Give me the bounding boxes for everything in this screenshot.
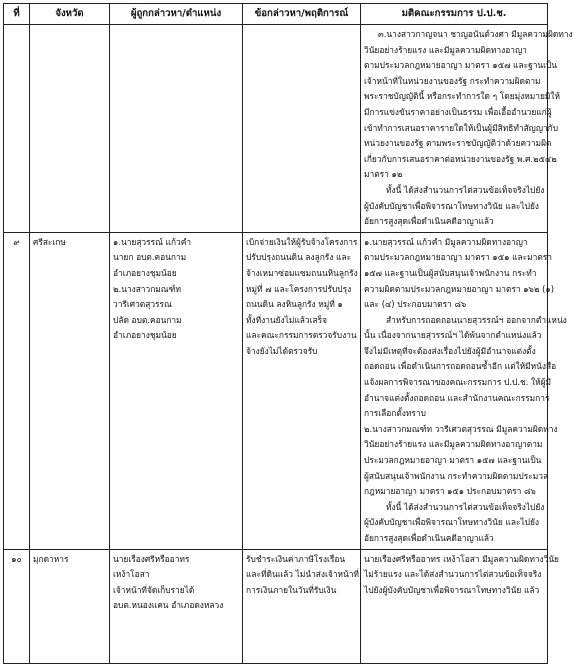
text-line: ถนนดิน ลงหินลูกรัง หมู่ที่ ๑: [246, 299, 343, 310]
text-line: และที่ดินแล้ว ไม่นำส่งเจ้าหน้าที่: [246, 569, 359, 580]
text-line: หน่วยงานของรัฐ ตามพระราชบัญญัติว่าด้วยความผิด: [364, 138, 552, 149]
text-line: ประมวลกฎหมายอาญา มาตรา ๑๕๗ และฐานเป็น: [364, 455, 542, 466]
text-line: ปลัด อบต.คอนกาม: [113, 314, 182, 325]
cell-province: ศรีสะเกษ: [30, 232, 110, 549]
resolution-table: [3, 3, 573, 664]
table-row: [4, 232, 548, 549]
text-line: ๒.นางสาวกมณฑ์ท วารีเศวตสุวรรณ มีมูลความผิดทาง: [364, 423, 558, 434]
text-line: พระราชบัญญัตินี้ หรือกระทำการใด ๆ โดยมุ่งหมายมิให้: [364, 91, 561, 102]
text-line: ผู้บังคับบัญชาเพื่อพิจารณาโทษทางวินัย และไปยัง: [364, 517, 539, 528]
cell-no: ๑๐: [4, 549, 30, 663]
cell-resolution: [361, 25, 573, 233]
text-line: แจ้งผลการพิจารณาของคณะกรรมการ ป.ป.ช. ให้ผู้มี: [364, 377, 552, 388]
text-line: อำเภอยางชุมน้อย: [113, 330, 177, 341]
text-line: ทั้งนี้ ได้ส่งสำนวนการไต่สวนข้อเท็จจริงไปยัง: [386, 501, 545, 512]
cell-accused: [110, 232, 243, 549]
text-line: อบต.หนองแคน อำเภอดงหลวง: [113, 600, 224, 611]
text-line: รับชำระเงินค่าภาษีโรงเรือน: [246, 553, 346, 564]
text-line: ถอดถอน เพื่อดำเนินการถอดถอนซ้ำอีก แต่ให้มีหนังสือ: [364, 361, 557, 372]
text-line: เกี่ยวกับการเสนอราคาต่อหน่วยงานของรัฐ พ.ศ.๒๕๔๒: [364, 153, 557, 164]
text-line: ตามประมวลกฎหมายอาญา มาตรา ๑๕๑ และมาตรา: [364, 252, 552, 263]
cell-resolution: [361, 549, 559, 663]
text-line: มาตรา ๑๒: [364, 169, 403, 180]
text-line: เจ้าหน้าที่ในหน่วยงานของรัฐ กระทำความผิดตาม: [364, 75, 541, 86]
text-line: นายเรืองศรีหรืออาทร เหง้าโอสา มีมูลความผิดทางวินัย: [364, 553, 559, 564]
text-line: ปรับปรุงถนนดิน ลงลูกรัง และ: [246, 252, 352, 263]
text-line: อำนาจแต่งตั้งถอดถอน และสำนักงานคณะกรรมการ: [364, 392, 550, 403]
text-line: เจ้าหน้าที่จัดเก็บรายได้: [113, 584, 195, 595]
text-line: การเลือกตั้งทราบ: [364, 408, 426, 419]
text-line: ๑.นายสุวรรณ์ แก้วคำ: [113, 236, 192, 247]
text-line: วินัยอย่างร้ายแรง และมีมูลความผิดทางอาญา: [364, 44, 527, 55]
text-line: นายเรืองศรีหรืออาทร: [113, 553, 190, 564]
text-line: ผู้บังคับบัญชาเพื่อพิจารณาโทษทางวินัย และไปยัง: [364, 200, 539, 211]
text-line: ไม่ร้ายแรง และได้ส่งสำนวนการไต่สวนข้อเท็จจริง: [364, 569, 542, 580]
text-line: ผู้สนับสนุนเจ้าพนักงาน กระทำความผิดตามประมวล: [364, 470, 549, 481]
text-line: ไปยังผู้บังคับบัญชาเพื่อพิจารณาโทษทางวินัย แล้ว: [364, 584, 540, 595]
text-line: และคณะกรรมการตรวจรับงาน: [246, 330, 357, 341]
text-line: เบิกจ่ายเงินให้ผู้รับจ้างโครงการ: [246, 236, 358, 247]
text-line: จ้างเหมาซ่อมแซมถนนหินลูกรัง: [246, 267, 358, 278]
header-allegation: ข้อกล่าวหา/พฤติการณ์: [243, 4, 361, 25]
text-line: อัยการสูงสุดเพื่อดำเนินคดีอาญาแล้ว: [364, 533, 494, 543]
table-row: [4, 549, 548, 663]
text-line: อัยการสูงสุดเพื่อดำเนินคดีอาญาแล้ว: [364, 216, 494, 227]
cell-no: [4, 25, 30, 233]
cell-allegation: [243, 549, 361, 663]
text-line: ๓.นางสาวกาญจนา ชาญอนันต์วงศา มีมูลความผิดทาง: [378, 29, 573, 39]
text-line: นั้น เนื่องจากนายสุวรรณ์ฯ ได้พ้นจากตำแหน่งแล้ว: [364, 330, 542, 341]
header-accused: ผู้ถูกกล่าวหา/ตำแหน่ง: [110, 4, 243, 25]
text-line: ๑๕๗ และฐานเป็นผู้สนับสนุนเจ้าพนักงาน กระทำ: [364, 267, 537, 278]
text-line: กฎหมายอาญา มาตรา ๑๕๑ ประกอบมาตรา ๘๖: [364, 486, 536, 497]
cell-allegation: [243, 232, 361, 549]
text-line: เหง้าโอสา: [113, 569, 150, 580]
cell-accused: [110, 549, 243, 663]
cell-resolution: [361, 232, 567, 549]
text-line: การเงินภายในวันที่รับเงิน: [246, 584, 337, 595]
text-line: ตามประมวลกฎหมายอาญา มาตรา ๑๕๗ และฐานเป็น: [364, 60, 558, 71]
text-line: วินัยอย่างร้ายแรง และมีมูลความผิดทางอาญาตาม: [364, 439, 543, 450]
text-line: จึงไม่มีเหตุที่จะต้องส่งเรื่องไปยังผู้มีอำนาจแต่งตั้ง: [364, 345, 536, 356]
text-line: ทั้งนี้ ได้ส่งสำนวนการไต่สวนข้อเท็จจริงไปยัง: [386, 184, 545, 195]
text-line: และ (๔) ประกอบมาตรา ๘๖: [364, 299, 467, 310]
text-line: เข้าทำการเสนอราคารายใดให้เป็นผู้มีสิทธิทำสัญญากับ: [364, 122, 559, 133]
cell-province: มุกดาหาร: [30, 549, 110, 663]
text-line: ความผิดตามประมวลกฎหมายอาญา มาตรา ๑๖๒ (๑): [364, 283, 554, 294]
cell-allegation: [243, 25, 361, 233]
text-line: สำหรับการถอดถอนนายสุวรรณ์ฯ ออกจากตำแหน่ง: [386, 314, 567, 325]
table-row: [4, 25, 548, 233]
cell-accused: [110, 25, 243, 233]
cell-province: [30, 25, 110, 233]
text-line: ๒.นางสาวกมณฑ์ท: [113, 283, 182, 294]
text-line: ๑.นายสุวรรณ์ แก้วคำ มีมูลความผิดทางอาญา: [364, 236, 528, 247]
text-line: วารีเศวตสุวรรณ: [113, 299, 172, 310]
header-row: [4, 4, 548, 25]
text-line: จ้างยังไม่ได้ตรวจรับ: [246, 345, 318, 356]
text-line: มีการแข่งขันราคาอย่างเป็นธรรม เพื่อเอื้ออำนวยแก่ผู้: [364, 106, 552, 117]
header-no: ที่: [4, 4, 30, 25]
text-line: อำเภอยางชุมน้อย: [113, 267, 177, 278]
cell-no: ๙: [4, 232, 30, 549]
text-line: นายก อบต.คอนกาม: [113, 252, 187, 263]
text-line: ทั้งที่งานยังไม่แล้วเสร็จ: [246, 314, 327, 325]
text-line: หมู่ที่ ๗ และโครงการปรับปรุง: [246, 283, 352, 294]
header-resolution: มติคณะกรรมการ ป.ป.ช.: [361, 4, 548, 25]
header-province: จังหวัด: [30, 4, 110, 25]
